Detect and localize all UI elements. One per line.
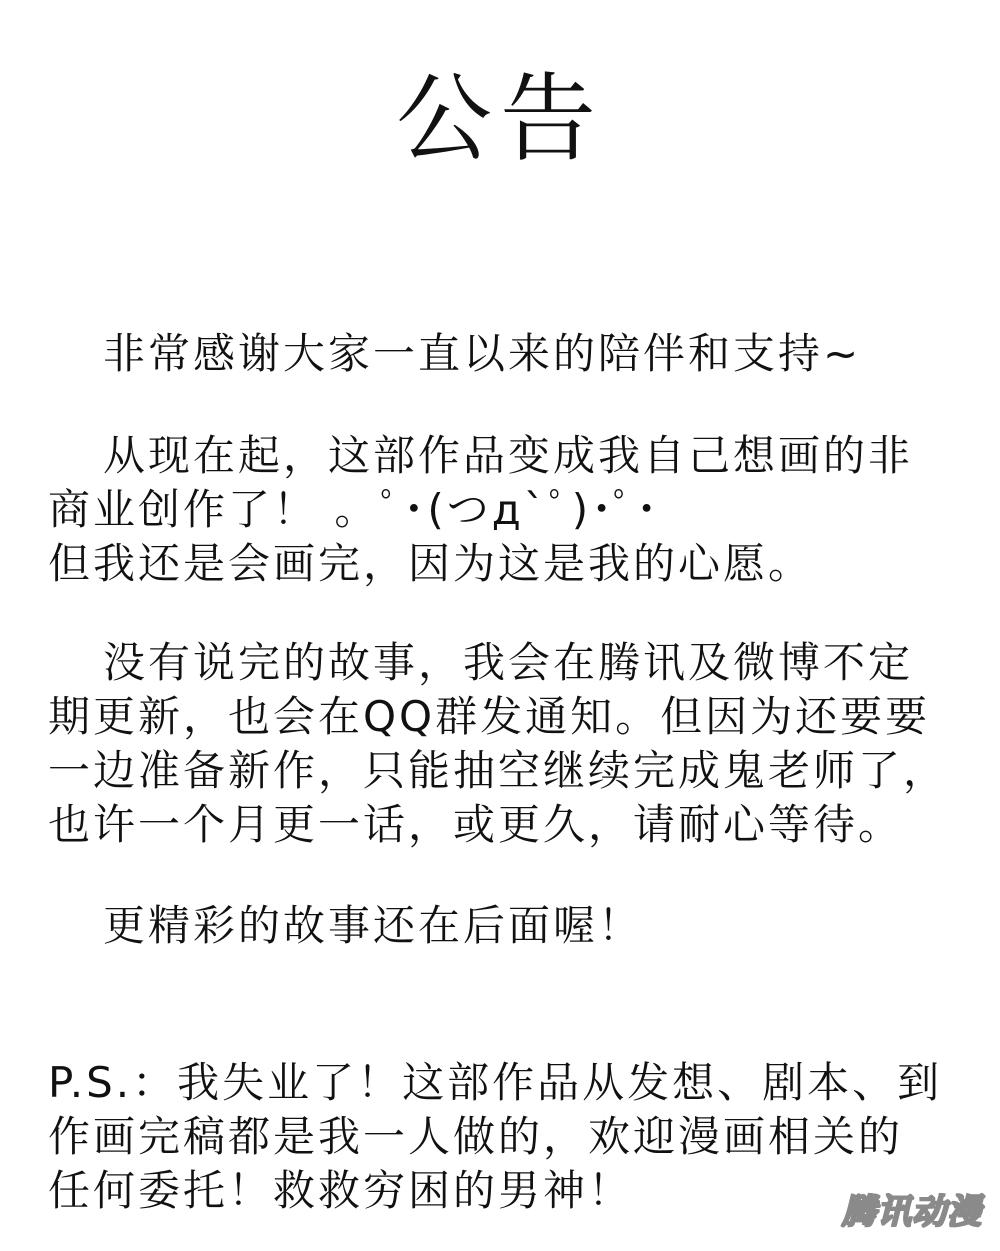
update-line-4: 也许一个月更一话，或更久，请耐心等待。: [48, 800, 904, 849]
ps-line-3: 任何委托！救救穷困的男神！: [48, 1166, 634, 1215]
notice-line-2: 商业创作了！ 。ﾟ･(つд`ﾟ)･ﾟ･: [48, 485, 661, 534]
ps-line-1: P.S.：我失业了！这部作品从发想、剧本、到: [48, 1058, 943, 1107]
update-line-2: 期更新，也会在QQ群发通知。但因为还要要: [48, 692, 931, 741]
announcement-title: 公告: [396, 63, 604, 175]
thanks-line: 非常感谢大家一直以来的陪伴和支持~: [103, 329, 862, 378]
tencent-comic-watermark: 腾讯动漫: [842, 1192, 982, 1232]
closing-line: 更精彩的故事还在后面喔！: [103, 901, 644, 950]
update-line-3: 一边准备新作，只能抽空继续完成鬼老师了，: [48, 746, 949, 795]
ps-line-2: 作画完稿都是我一人做的，欢迎漫画相关的: [48, 1112, 904, 1161]
notice-line-1: 从现在起，这部作品变成我自己想画的非: [103, 431, 914, 480]
update-line-1: 没有说完的故事，我会在腾讯及微博不定: [103, 638, 914, 687]
notice-line-3: 但我还是会画完，因为这是我的心愿。: [48, 539, 814, 588]
